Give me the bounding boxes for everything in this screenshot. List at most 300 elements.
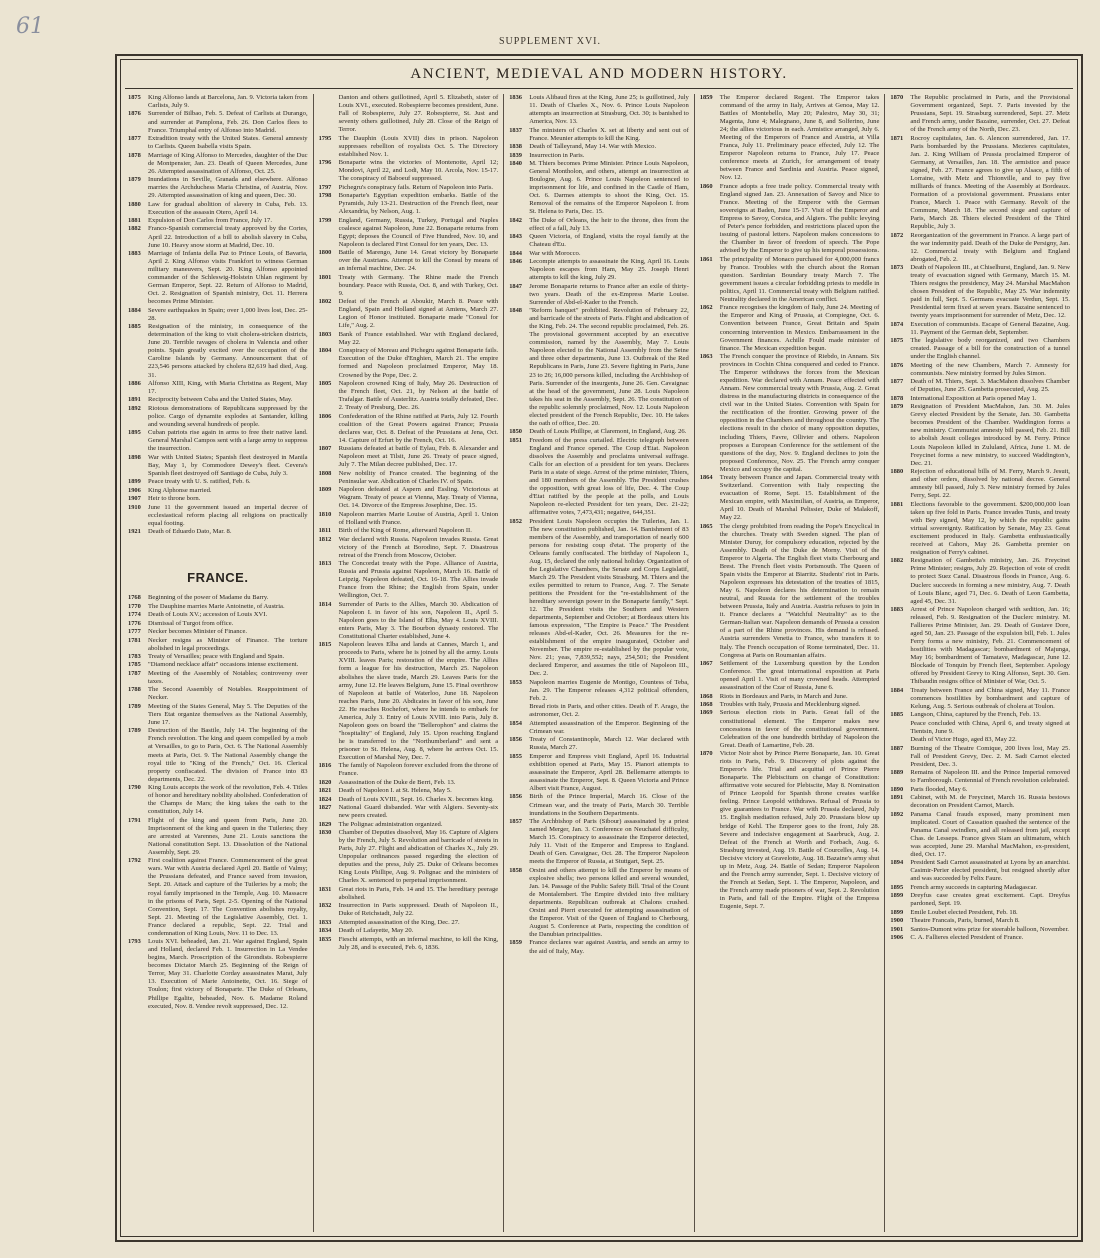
- history-entry: [509, 428, 689, 436]
- history-entry: [700, 353, 880, 474]
- history-entry: [319, 779, 499, 787]
- supplement-label: SUPPLEMENT XVI.: [498, 36, 602, 47]
- history-entry: [700, 523, 880, 660]
- entry-text: Heir to throne born.: [148, 495, 201, 503]
- entry-text: International Exposition at Paris opened May 1.: [910, 394, 1037, 402]
- entry-year: 1807: [318, 445, 332, 453]
- history-entry: [890, 794, 1070, 810]
- entry-year: 1821: [318, 787, 332, 795]
- entry-text: Marriage of Infanta della Paz to Prince Louis, of Bavaria, April 2. King Alfonso visits Frankfort to witness German military maneuvers, Sept. 20. King Alfonso appointed commander of the Schleswig-Holstein Uhlan regiment by German Emperor, Sept. 22. Return of Alfonso to Madrid, Oct. 2. Resignation of Spanish ministry, Oct. 11. Herrera becomes Prime Minister.: [148, 250, 308, 306]
- entry-year: [319, 94, 339, 134]
- history-entry: [890, 501, 1070, 557]
- entry-year: 1795: [318, 134, 332, 142]
- entry-text: The ministers of Charles X. set at liberty and sent out of France. Meunier attempts to kill the King.: [529, 126, 689, 142]
- history-entry: [319, 511, 499, 527]
- history-entry: [128, 110, 308, 134]
- entry-year: 1887: [890, 744, 904, 752]
- entry-text: Insurrection in Paris suppressed. Death of Napoleon II., Duke of Reichstadt, July 22.: [338, 902, 499, 918]
- history-entry: [319, 641, 499, 762]
- entry-text: Death of Louis XVIII., Sept. 16. Charles X. becomes king.: [338, 795, 494, 803]
- entry-text: President Sadi Carnot assassinated at Lyons by an anarchist. Casimir-Perier elected president, but resigned shortly after and was succeeded by Felix Faure.: [910, 859, 1070, 883]
- entry-text: Langson, China, captured by the French, Feb. 13.: [910, 711, 1041, 719]
- page-title: ANCIENT, MEDIEVAL AND MODERN HISTORY.: [410, 66, 788, 82]
- entry-year: 1900: [890, 917, 904, 925]
- entry-text: Death of Napoleon I. at St. Helena, May 5.: [338, 787, 452, 795]
- entry-year: 1882: [128, 225, 141, 233]
- entry-text: Birth of the Prince Imperial, March 16. Close of the Crimean war, and the treaty of Paris, March 30. Terrible inundations in the Southern Departments.: [529, 793, 689, 817]
- entry-text: The Dauphin (Louis XVII) dies in prison. Napoleon suppresses rebellion of royalists Oct. 5. The Directory established Nov. 1.: [338, 134, 499, 158]
- entry-year: 1899: [890, 892, 904, 900]
- entry-text: Inundations in Seville, Granada and elsewhere. Alfonso marries the Archduchess Maria Christina, of Austria, Nov. 29. Attempted assassination of king and queen, Dec. 30.: [148, 176, 308, 200]
- entry-year: 1808: [318, 469, 332, 477]
- entry-year: 1831: [318, 885, 332, 893]
- entry-year: 1868: [699, 692, 713, 700]
- entry-year: 1883: [128, 250, 141, 258]
- entry-year: 1860: [699, 182, 713, 190]
- history-entry: [319, 159, 499, 183]
- entry-year: 1880: [890, 468, 904, 476]
- entry-text: Attempted assassination of the Emperor. Beginning of the Crimean war.: [529, 719, 689, 735]
- entry-year: 1863: [699, 353, 713, 361]
- entry-year: 1872: [890, 231, 904, 239]
- history-entry: [128, 152, 308, 176]
- entry-text: Surrender of Paris to the Allies, March 30. Abdication of Napoleon I. in favor of his son, Napoleon II., April 5. Napoleon goes to the Island of Elba, May 4. Louis XVIII. enters Paris, May 3. The Bourbon dynasty restored. The Constitutional Charter established, June 4.: [338, 600, 499, 640]
- history-entry: [509, 437, 689, 517]
- entry-year: 1776: [128, 619, 141, 627]
- history-entry: [700, 701, 880, 709]
- entry-year: 1884: [890, 686, 904, 694]
- entry-year: 1852: [509, 517, 522, 525]
- entry-year: 1768: [128, 594, 141, 602]
- entry-year: 1868: [699, 701, 713, 709]
- history-entry: [128, 784, 308, 816]
- history-entry: [890, 859, 1070, 883]
- history-entry: [319, 445, 499, 469]
- history-entry: [509, 518, 689, 679]
- entry-text: The Duke of Orleans, the heir to the throne, dies from the effect of a fall, July 13.: [529, 216, 689, 232]
- history-entry: [128, 594, 308, 602]
- entry-text: Peace treaty with U. S. ratified, Feb. 6.: [148, 478, 251, 486]
- entry-year: 1890: [890, 785, 904, 793]
- entry-text: War declared with Russia. Napoleon invades Russia. Great victory of the French at Borodino, Sept. 7. Disastrous retreat of the French from Moscow, October.: [338, 535, 499, 559]
- entry-year: 1895: [890, 883, 904, 891]
- entry-text: Dismissal of Turgot from office.: [148, 619, 234, 627]
- entry-year: [509, 703, 529, 719]
- entry-year: 1859: [509, 939, 522, 947]
- entry-text: Chamber of Deputies dissolved, May 16. Capture of Algiers by the French, July 5. Revolution and barricade of streets in Paris, July 27. Flight and abdication of Charles X., July 29. Unpopular ordinances passed regarding the election of deputies and the press, July 25. Duke of Orleans becomes King Louis Phillipe, Aug. 9. Polignac and the ministers of Charles X. sentenced to perpetual imprisonment.: [338, 829, 499, 885]
- entry-year: 1789: [128, 727, 141, 735]
- history-entry: [509, 867, 689, 939]
- history-entry: [128, 176, 308, 200]
- entry-year: 1774: [128, 611, 141, 619]
- entry-text: Defeat of the French at Aboukir, March 8. Peace with England, Spain and Holland signed at Amiens, March 27. Legion of Honor instituted. Bonaparte made "Consul for Life," Aug. 2.: [338, 298, 499, 330]
- entry-text: Fieschi attempts, with an infernal machine, to kill the King, July 28, and is executed, Feb. 6, 1836.: [338, 935, 499, 951]
- history-entry: [509, 818, 689, 866]
- entry-year: 1889: [890, 769, 904, 777]
- history-entry: [700, 94, 880, 183]
- entry-text: Santos-Dumont wins prize for steerable balloon, November.: [910, 925, 1069, 933]
- history-entry: [319, 184, 499, 192]
- history-entry: [128, 478, 308, 486]
- entry-text: Treaty with Germany. The Rhine made the French boundary. Peace with Russia, Oct. 8, and with Turkey, Oct. 9.: [338, 273, 499, 297]
- entry-year: 1850: [509, 428, 522, 436]
- entry-text: Napoleon defeated at Aspern and Essling. Victorious at Wagram. Treaty of peace at Vienna, May. Treaty of Vienna, Oct. 14. Divorce of the Empress Josephine, Dec. 15.: [338, 486, 499, 510]
- entry-year: 1879: [890, 403, 904, 411]
- history-entry: [128, 323, 308, 379]
- entry-year: 1781: [128, 636, 141, 644]
- history-entry: [890, 135, 1070, 232]
- entry-text: The principality of Monaco purchased for 4,000,000 francs by France. Troubles with the church about the Roman question. Sardinian Boundary treaty March 7. The government issues a circular forbidding priests to meddle in politics, April 11. Commercial treaty with Belgium ratified. Neutrality declared in the American conflict.: [719, 255, 880, 303]
- entry-year: 1838: [509, 143, 522, 151]
- history-entry: [890, 378, 1070, 394]
- entry-text: Battle of Marengo, June 14. Great victory by Bonaparte over the Austrians. Attempt to kill the Consul by means of an infernal machine, Dec. 24.: [338, 249, 499, 273]
- entry-year: 1829: [318, 820, 332, 828]
- entry-text: Assassination of the Duke de Berri, Feb. 13.: [338, 778, 456, 786]
- entry-text: Paris flooded, May 6.: [910, 785, 968, 793]
- entry-text: Meeting of the new Chambers, March 7. Amnesty for communists. New ministry formed by Jules Simon.: [910, 361, 1070, 377]
- history-entry: [509, 679, 689, 703]
- entry-text: Death of Napoleon III., at Chiselhurst, England, Jan. 9. New treaty of evacuation signed with Germany, March 15. M. Thiers resigns the presidency, May 24. Marshal MacMahon chosen President of the Republic, May 25. War indemnity paid in full, Sept. 5. Germans evacuate Verdun, Sept. 15. Presidential term fixed at seven years. Bazaine sentenced to twenty years imprisonment for surrender of Metz, Dec. 12.: [910, 264, 1070, 320]
- history-entry: [890, 94, 1070, 134]
- entry-text: Extradition treaty with the United States. General amnesty to Carlists. Queen Isabella visits Spain.: [148, 135, 308, 151]
- history-entry: [890, 468, 1070, 500]
- history-entry: [700, 660, 880, 692]
- history-entry: [319, 413, 499, 445]
- history-entry: [890, 606, 1070, 686]
- history-entry: [700, 474, 880, 522]
- entry-text: Attempted assassination of the King, Dec. 27.: [338, 918, 460, 926]
- history-entry: [128, 703, 308, 727]
- entry-text: Meeting of the Assembly of Notables; controversy over taxes.: [148, 669, 308, 685]
- history-entry: [509, 94, 689, 126]
- entry-text: Arrest of Prince Napoleon charged with sedition, Jan. 16; released, Feb. 9. Resignation of the Duclerc ministry. M. Fallieres Prime Minister, Jan. 29. Death of Gustave Dore, aged 50, Jan. 23. Passage of the expulsion bill, Feb. 1. Jules Ferry forms a new ministry, Feb. 21. Commencement of hostilities with Madagascar; bombardment of Majunga, May 16; bombardment of Tamatave, Madagascar, June 12. Blockade of Tonquin by French fleet, September. Apology offered by President Grevy to King Alfonso, Sept. 30. Gen. Thibaudin resigns office of Minister of War, Oct. 5.: [910, 606, 1070, 686]
- entry-text: Surrender of Bilbao, Feb. 5. Defeat of Carlists at Durango, and surrender at Pamplona, Feb. 26. Don Carlos flees to France. Triumphal entry of Alfonso into Madrid.: [148, 110, 308, 134]
- entry-year: 1871: [890, 134, 904, 142]
- history-entry: [509, 939, 689, 955]
- history-entry: [128, 653, 308, 661]
- entry-year: 1865: [699, 522, 713, 530]
- history-entry: [700, 750, 880, 911]
- entry-year: 1840: [509, 159, 522, 167]
- entry-text: "Diamond necklace affair" occasions intense excitement.: [148, 661, 299, 669]
- history-entry: [319, 601, 499, 641]
- entry-year: 1820: [318, 778, 332, 786]
- entry-text: Meeting of the States General, May 5. The Deputies of the Tiers Etat organize themselves as the National Assembly, June 17.: [148, 702, 308, 726]
- entry-text: Remains of Napoleon III. and the Prince Imperial removed to Farnborough. Centennial of French revolution celebrated.: [910, 769, 1070, 785]
- entry-year: [890, 720, 910, 736]
- history-entry: [890, 321, 1070, 337]
- entry-year: 1847: [509, 282, 522, 290]
- entry-year: 1836: [509, 94, 522, 101]
- entry-text: Rejection of educational bills of M. Ferry, March 9. Jesuit, and other orders, dissolved by national decree. General amnesty bill passed, July 3. New ministry formed by Jules Ferry, Sept. 22.: [910, 468, 1070, 500]
- entry-year: 1856: [509, 793, 522, 801]
- entry-text: War with Morocco.: [529, 249, 581, 257]
- history-entry: [319, 536, 499, 560]
- column-3: [504, 94, 695, 1232]
- page-number-note: 61: [16, 14, 44, 39]
- history-entry: [890, 786, 1070, 794]
- entry-year: 1800: [318, 249, 332, 257]
- history-entry: [128, 201, 308, 217]
- entry-year: 1824: [318, 795, 332, 803]
- history-entry: [509, 736, 689, 752]
- entry-year: 1848: [509, 307, 522, 315]
- history-entry: [890, 736, 1070, 744]
- history-entry: [128, 661, 308, 669]
- history-entry: [319, 886, 499, 902]
- entry-year: 1854: [509, 719, 522, 727]
- history-entry: [128, 727, 308, 783]
- history-entry: [319, 919, 499, 927]
- entry-text: Jerome Bonaparte returns to France after an exile of thirty-two years. Death of the ex-Empress Marie Louise. Surrender of Abd-el-Kader to the French.: [529, 282, 689, 306]
- entry-text: First coalition against France. Commencement of the great wars. War with Austria declared April 20. Battle of Valmy; the Prussians defeated, and France saved from invasion, Sept. 20. Attack and capture of the Tuileries by a mob; the royal family imprisoned in the Temple, Aug. 10. Massacre in the prisons of Paris, Sept. 2-5. Opening of the National Convention, Sept. 17. The Convention abolishes royalty, Sept. 21. Meeting of the Legislative Assembly, Oct. 1. France declared a republic, Sept. 22. Trial and condemnation of King Louis, Nov. 11 to Dec. 13.: [148, 857, 308, 937]
- history-entry: [128, 429, 308, 453]
- title-rule: [125, 88, 1073, 89]
- entry-year: 1881: [128, 217, 141, 225]
- history-entry: [128, 938, 308, 1010]
- history-entry: [128, 405, 308, 429]
- entry-text: Dreyfus case creates great excitement. Capt. Dreyfus pardoned, Sept. 19.: [910, 892, 1070, 908]
- entry-year: 1846: [509, 258, 522, 266]
- entry-text: Law for gradual abolition of slavery in Cuba, Feb. 13. Execution of the assassin Otero, April 14.: [148, 200, 308, 216]
- entry-text: France declares war against Austria, and sends an army to the aid of Italy, May.: [529, 939, 689, 955]
- history-entry: [890, 557, 1070, 605]
- entry-text: War with United States; Spanish fleet destroyed in Manila Bay, May 1, by Commodore Dewey's fleet. Cevera's Spanish fleet destroyed off Santiago de Cuba, July 3.: [148, 453, 308, 478]
- entry-year: 1814: [318, 600, 332, 608]
- history-entry: [700, 183, 880, 255]
- history-entry: [319, 902, 499, 918]
- entry-text: Death of Lafayette, May 20.: [338, 927, 414, 935]
- entry-text: The clergy prohibited from reading the Pope's Encyclical in the churches. Treaty with Sweden signed. The plan of Minister Duruy, for compulsory education, rejected by the Assembly. Death of the Duke de Morny. Visit of the Emperor to Algeria. The English fleet visits Cherbourg and Brest. The French fleet visits Portsmouth. The Queen of Spain visits the Emperor at Biarritz. Students' riot in Paris. Napoleon expresses his detestation of the treaties of 1815, May 6. Napoleon declares his determination to remain neutral, and Russia for the settlement of the troubles between Prussia, Italy and Austria. Austria refuses to join in it. France declares a "Watchful Neutrality" as to the German-Italian war. Napoleon demands of Prussia a cession of a part of the Rhine provinces. His demand is refused. Austria surrenders Venetia to France, who transfers it to Italy. The French occupation of Rome terminated, Dec. 11. Congress at Paris on Roumanian affairs.: [719, 522, 880, 659]
- entry-text: The Dauphine marries Marie Antoinette, of Austria.: [148, 602, 285, 610]
- entry-text: King Alphonse married.: [148, 486, 212, 494]
- entry-text: Bonaparte's Egyptian expedition embarks. Battle of the Pyramids, July 13-21. Destruction of the French fleet, near Alexandria, by Nelson, Aug. 1.: [338, 192, 499, 216]
- entry-text: Necker becomes Minister of Finance.: [148, 628, 248, 636]
- history-entry: [128, 603, 308, 611]
- history-entry: [319, 927, 499, 935]
- history-entry: [509, 217, 689, 233]
- entry-year: 1785: [128, 661, 141, 669]
- history-entry: [509, 250, 689, 258]
- history-entry: [128, 225, 308, 249]
- history-entry: [319, 762, 499, 778]
- entry-text: The Republic proclaimed in Paris, and the Provisional Government organized, Sept. 7. Paris invested by the Prussians, Sept. 19. Strasburg surrendered, Sept. 27. Metz and French army, under Bazaine, surrender, Oct. 27. Defeat of the French army of the North, Dec. 23.: [910, 94, 1070, 134]
- entry-text: Marriage of King Alfonso to Mercedes, daughter of the Duc de Montpensier, Jan. 23. Death of Queen Mercedes, June 26. Attempted assassination of Alfonso, Oct. 25.: [148, 151, 308, 175]
- entry-year: 1856: [509, 736, 522, 744]
- history-entry: [128, 528, 308, 536]
- history-entry: [890, 711, 1070, 719]
- entry-text: The Emperor declared Regent. The Emperor takes command of the army in Italy, Arrives at Genoa, May 12. Battles of Montebello, May 20; Palestro, May 30, 31; Magenta, June 4; Malegnano, June 8, and Solferino, June 24; the allies victorious in each. Armistice arranged, July 6. Meeting of the Emperors of France and Austria, at Villa Franca, July 11. Preliminary peace effected, July 12. The Emperor Napoleon returns to France, July 17. Peace conference meets at Zurich, for arrangement of treaty between France and Sardinia and Austria. Peace signed, Nov. 12.: [719, 94, 880, 182]
- entry-text: Emile Loubet elected President, Feb. 18.: [910, 908, 1018, 916]
- history-entry: [128, 628, 308, 636]
- entry-year: 1885: [890, 711, 904, 719]
- entry-year: 1855: [509, 752, 522, 760]
- entry-year: 1830: [318, 829, 332, 837]
- history-entry: [509, 258, 689, 282]
- entry-text: Death of Victor Hugo, aged 83, May 22.: [910, 736, 1017, 744]
- entry-text: C. A. Fallieres elected President of France.: [910, 934, 1024, 942]
- entry-year: 1873: [890, 264, 904, 272]
- entry-year: 1803: [318, 330, 332, 338]
- entry-text: Treaty of Versailles; peace with England and Spain.: [148, 653, 285, 661]
- history-entry: [509, 283, 689, 307]
- entry-year: [890, 736, 910, 744]
- entry-text: The French conquer the province of Riebdo, in Annam. Six provinces in Cochin China conquered and ceded to France. The Emperor withdraws the forces from the Mexican expedition. War declared with Annam. Peace effected with Annam. New commercial treaty with Prussia, Aug. 2. Great distress in the manufacturing districts in consequence of the civil war in the United States. Convention with Spain for the rectification of the frontier. Growing power of the opposition in the Chambers and throughout the country. The elections result in the choice of many opposition deputies, including Thiers, Favre, Ollivier and others. Napoleon proposes a European Conference for the settlement of the questions of the day, Nov. 9. England declines to join the proposed Conference, Nov. 25. The French army conquer Mexico and occupy the capital.: [719, 353, 880, 473]
- history-entry: [319, 486, 499, 510]
- entry-year: 1894: [890, 859, 904, 867]
- entry-text: French army succeeds in capturing Madagascar.: [910, 883, 1038, 891]
- entry-year: 1875: [890, 337, 904, 345]
- entry-year: 1880: [128, 200, 141, 208]
- entry-year: 1878: [890, 394, 904, 402]
- entry-year: 1899: [890, 908, 904, 916]
- entry-text: Danton and others guillotined, April 5. Elizabeth, sister of Louis XVI., executed. Robespierre becomes president, June. Fall of Robespierre, July 27. Robespierre, St. Just and seventy others guillotined, July 28. Close of the Reign of Terror.: [338, 94, 499, 134]
- entry-text: June 11 the government issued an imperial decree of ecclesiastical reform placing all religions on practically equal footing.: [148, 503, 308, 527]
- entry-year: 1804: [318, 347, 332, 355]
- entry-year: 1791: [128, 816, 141, 824]
- history-entry: [128, 670, 308, 686]
- history-entry: [700, 304, 880, 352]
- history-entry: [890, 934, 1070, 942]
- history-entry: [890, 745, 1070, 769]
- history-entry: [319, 274, 499, 298]
- history-entry: [319, 347, 499, 379]
- entry-text: "Reform banquet" prohibited. Revolution of February 22, and barricade of the streets of Paris. Flight and abdication of the King, Feb. 24. The second republic proclaimed, Feb. 26. The provisional government accepted by an executive commission, named by the Assembly, May 7. Louis Napoleon elected to the National Assembly from the Seine and three other departments, June 13. Outbreak of the Red Republicans in Paris, June 23. Severe fighting in Paris, June 23 to 26; 16,000 persons killed, including the Archbishop of Paris. Surrender of the insurgents, June 26. Gen. Cavaignac at the head of the government, June 28. Louis Napoleon takes his seat in the Assembly, Sept. 26. The constitution of the republic solemnly proclaimed, Nov. 12. Louis Napoleon elected president of the French Republic, Dec. 10. He takes the oath of office, Dec. 20.: [529, 307, 689, 427]
- entry-text: Execution of communists. Escape of General Bazaine, Aug. 11. Payment of the German debt, September.: [910, 320, 1070, 336]
- entry-year: 1783: [128, 653, 141, 661]
- entry-year: 1869: [699, 709, 713, 717]
- history-entry: [319, 331, 499, 347]
- entry-year: 1881: [890, 500, 904, 508]
- history-entry: [509, 703, 689, 719]
- entry-year: 1884: [128, 306, 141, 314]
- history-entry: [128, 495, 308, 503]
- entry-year: 1813: [318, 560, 332, 568]
- entry-year: 1899: [128, 478, 141, 486]
- entry-year: 1883: [890, 606, 904, 614]
- entry-year: 1834: [318, 927, 332, 935]
- history-entry: [890, 403, 1070, 467]
- entry-text: Riotous demonstrations of Republicans suppressed by the police. Cargo of dynamite explodes at Santander, killing and wounding several hundreds of people.: [148, 404, 308, 428]
- history-entry: [319, 936, 499, 952]
- entry-text: Death of M. Thiers, Sept. 3. MacMahon dissolves Chamber of Deputies, June 25. Gambetta prosecuted, Aug. 25.: [910, 378, 1070, 394]
- history-entry: [890, 337, 1070, 361]
- history-entry: [700, 256, 880, 304]
- entry-year: 1870: [890, 94, 904, 101]
- history-entry: [890, 232, 1070, 264]
- entry-year: 1859: [699, 94, 713, 101]
- entry-text: Cabinet, with M. de Freycinet, March 16. Russia bestows decoration on President Carnot, March.: [910, 794, 1070, 810]
- entry-text: Elections favorable to the government. $200,000,000 loan taken up five fold in Paris. France invades Tunis, and treaty with Bey signed, May 12, by which the republic gains virtual sovereignty. Ratification by Senate, May 23. Great excitement produced in Italy. Gambetta enthusiastically received at Cahors, May 26. Gambetta premier on resignation of Ferry's cabinet.: [910, 500, 1070, 556]
- entry-text: Lecompte attempts to assassinate the King, April 16. Louis Napoleon escapes from Ham, May 25. Joseph Henri attempts to kill the king, July 29.: [529, 258, 689, 282]
- entry-text: Franco-Spanish commercial treaty approved by the Cortes, April 22. Introduction of a bill to abolish slavery in Cuba, June 10. Heavy snow storm at Madrid, Dec. 10.: [148, 225, 308, 249]
- history-entry: [890, 687, 1070, 711]
- entry-year: 1789: [128, 702, 141, 710]
- entry-year: 1770: [128, 602, 141, 610]
- entry-text: New nobility of France created. The beginning of the Peninsular war. Abdication of Charles IV. of Spain.: [338, 469, 499, 485]
- entry-text: Alfonso XIII, King, with Maria Christina as Regent, May 17.: [148, 379, 308, 395]
- entry-text: Panama Canal frauds exposed, many prominent men implicated. Court of Cassation quashed the sentence of the Panama Canal swindlers, and all released from jail, except Chas. de Lesseps. France gives Siam an ultimatum, which was accepted, June 29. Marshal MacMahon, ex-president, died, Oct. 17.: [910, 810, 1070, 858]
- section-heading-france: FRANCE.: [187, 570, 249, 586]
- history-entry: [319, 135, 499, 159]
- entry-year: 1892: [890, 810, 904, 818]
- entry-text: Queen Victoria, of England, visits the royal family at the Chateau d'Eu.: [529, 233, 689, 249]
- entry-year: 1886: [128, 379, 141, 387]
- entry-year: 1827: [318, 804, 332, 812]
- history-entry: [128, 250, 308, 306]
- entry-year: 1867: [699, 660, 713, 668]
- entry-year: 1801: [318, 273, 332, 281]
- history-entry: [319, 94, 499, 134]
- history-entry: [890, 926, 1070, 934]
- entry-year: 1837: [509, 126, 522, 134]
- history-entry: [319, 470, 499, 486]
- entry-text: Death of Louis XV.; accession of Louis XVI.: [148, 611, 268, 619]
- entry-text: Peace concluded with China, April 6, and treaty signed at Tientsin, June 9.: [910, 719, 1070, 735]
- entry-text: Bread riots in Paris, and other cities. Death of F. Arago, the astronomer, Oct. 2.: [529, 703, 689, 719]
- entry-text: Bonaparte wins the victories of Montenotte, April 12; Mondovi, April 22, and Lodi, May 10. Arcola, Nov. 15-17. The conspiracy of Baboeuf suppressed.: [338, 159, 499, 183]
- entry-text: National Guard disbanded. War with Algiers. Seventy-six new peers created.: [338, 804, 499, 820]
- entry-year: 1777: [128, 628, 141, 636]
- history-entry: [319, 192, 499, 216]
- entry-year: 1921: [128, 528, 141, 536]
- entry-text: Troubles with Italy, Prussia and Mecklenburg signed.: [719, 701, 861, 709]
- entry-year: 1810: [318, 510, 332, 518]
- entry-text: Freedom of the press curtailed. Electric telegraph between England and France opened. The Coup d'Etat. Napoleon dissolves the Assembly and proclaims universal suffrage. Calls for an election of a president for ten years. Declares Paris in a state of siege. Arrest of the prime minister, Thiers, and 180 members of the Assembly. The President crushes the opposition, with great loss of life, Dec. 4. The Coup d'Etat ratified by the people at the polls, and Louis Napoleon re-elected President for ten years, Dec. 21-22; affirmative votes, 7,473,431; negative, 644,351.: [529, 436, 689, 517]
- history-entry: [319, 787, 499, 795]
- entry-year: 1857: [509, 817, 522, 825]
- entry-text: Reciprocity between Cuba and the United States, May.: [148, 396, 293, 404]
- history-entry: [890, 811, 1070, 859]
- history-entry: [319, 217, 499, 249]
- entry-year: 1802: [318, 298, 332, 306]
- entry-text: Rocroy capitulates, Jan. 6. Alencon surrendered, Jan. 17. Paris bombarded by the Prussians. Mezieres capitulates, Jan. 2. King William of Prussia proclaimed Emperor of Germany, at Versailles, Jan. 18. The armistice and peace signed, Feb. 27. France agrees to give up Alsace, a fifth of Lorraine, with Metz and Thionville, and to pay five milliards of francs. Meeting of the Assembly at Bordeaux. Formation of a provisional government. Prussians enter France, March 1. Peace with Germany. Revolt of the Commune, March 18. The second siege and capture of Paris, March 28. Thiers elected President of the Third Republic, July 3.: [910, 134, 1070, 231]
- entry-year: 1878: [128, 151, 141, 159]
- entry-text: Treaty between France and Japan. Commercial treaty with Switzerland. Convention with Italy respecting the evacuation of Rome, Sept. 15. Establishment of the Mexican empire, with Maximilian, of Austria, as Emperor, April 10. Death of Marshal Pelissier, Duke of Malakoff, May 22.: [719, 474, 880, 522]
- entry-year: 1882: [890, 557, 904, 565]
- entry-year: 1875: [128, 94, 141, 101]
- history-entry: [319, 804, 499, 820]
- entry-text: Settlement of the Luxemburg question by the London Conference. The great international exposition at Paris opened April 1. Visit of many crowned heads. Attempted assassination of the Czar of Russia, June 6.: [719, 660, 880, 692]
- entry-text: M. Thiers becomes Prime Minister. Prince Louis Napoleon, General Montholon, and others, attempt an insurrection at Boulogne, Aug. 6. Prince Louis Napoleon sentenced to imprisonment for life, and confined in the Castle of Ham, Oct. 6. Darmes attempts to shoot the King, Oct. 15. Removal of the remains of the Emperor Napoleon I. from St. Helena to Paris, Dec. 15.: [529, 159, 689, 216]
- entry-year: 1797: [318, 183, 332, 191]
- entry-year: 1842: [509, 216, 522, 224]
- history-entry: [890, 362, 1070, 378]
- entry-year: 1811: [318, 527, 332, 535]
- entry-text: Riots in Bordeaux and Paris, in March and June.: [719, 692, 848, 700]
- history-entry: [509, 307, 689, 428]
- history-entry: [319, 380, 499, 412]
- history-entry: [128, 620, 308, 628]
- entry-text: Bank of France established. War with England declared, May 22.: [338, 330, 499, 346]
- entry-year: 1910: [128, 503, 141, 511]
- history-entry: [319, 249, 499, 273]
- entry-year: 1853: [509, 678, 522, 686]
- entry-year: 1862: [699, 304, 713, 312]
- entry-year: 1815: [318, 641, 332, 649]
- entry-year: 1877: [128, 135, 141, 143]
- entry-text: Pichegru's conspiracy fails. Return of Napoleon into Paris.: [338, 183, 494, 191]
- entry-text: Theatre Francais, Paris, burned, March 8.: [910, 917, 1020, 925]
- history-entry: [319, 821, 499, 829]
- entry-year: 1874: [890, 320, 904, 328]
- entry-text: Severe earthquakes in Spain; over 1,000 lives lost, Dec. 25-28.: [148, 306, 308, 322]
- entry-text: Treaty of Constantinople, March 12. War declared with Russia, March 27.: [529, 736, 689, 752]
- history-entry: [890, 892, 1070, 908]
- entry-year: 1843: [509, 233, 522, 241]
- history-entry: [509, 233, 689, 249]
- entry-text: Flight of the king and queen from Paris, June 20. Imprisonment of the king and queen in the Tuileries; they are arrested at Varennes, June 21. Louis sanctions the National constitution Sept. 13. Dissolution of the National Assembly, Sept. 29.: [148, 816, 308, 856]
